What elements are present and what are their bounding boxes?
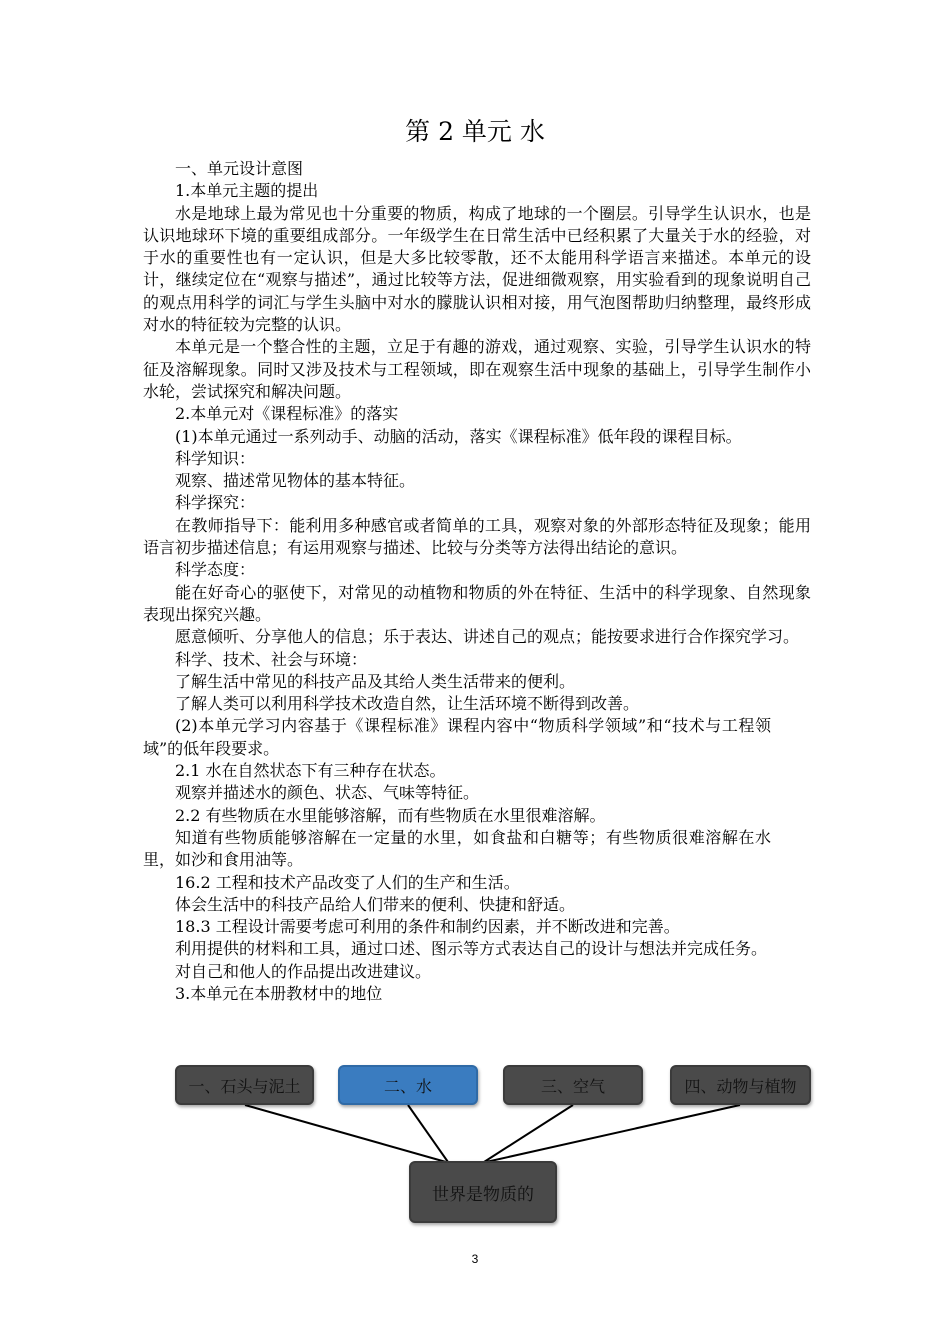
unit-box-4: 四、动物与植物 — [670, 1065, 811, 1105]
body-paragraph: 2.1 水在自然状态下有三种存在状态。 — [175, 761, 446, 781]
page-number: 3 — [471, 1252, 479, 1266]
body-paragraph: 水是地球上最为常见也十分重要的物质，构成了地球的一个圈层。引导学生认识水，也是认识地球环下境的重要组成部分。一年级学生在日常生活中已经积累了大量关于水的经验，对于水的重要性也有一定认识，但是大多比较零散，还不太能用科学语言来描述。本单元的设计，继续定位在“观察与描述”，通过比较等方法，促进细微观察，用实验看到的现象说明自己的观点用科学的词汇与学生头脑中对水的朦胧认识相对接，用气泡图帮助归纳整理，最终形成对水的特征较为完整的认识。 — [143, 203, 811, 335]
category-label: 科学、技术、社会与环境： — [175, 649, 368, 669]
body-paragraph: 愿意倾听、分享他人的信息；乐于表达、讲述自己的观点；能按要求进行合作探究学习。 — [175, 627, 800, 647]
body-paragraph: (1)本单元通过一系列动手、动脑的活动，落实《课程标准》低年段的课程目标。 — [175, 426, 742, 446]
category-label: 科学知识： — [175, 448, 256, 468]
body-paragraph: 16.2 工程和技术产品改变了人们的生产和生活。 — [175, 872, 520, 892]
body-paragraph: (2)本单元学习内容基于《课程标准》课程内容中“物质科学领域”和“技术与工程领域”的低年段要求。 — [143, 716, 771, 758]
category-label: 科学态度： — [175, 560, 256, 580]
subsection-heading: 2.本单元对《课程标准》的落实 — [175, 404, 399, 424]
page-title: 第 2 单元 水 — [405, 117, 545, 146]
unit-box-1: 一、石头与泥土 — [175, 1065, 314, 1105]
connector-line — [408, 1105, 448, 1162]
body-paragraph: 体会生活中的科技产品给人们带来的便利、快捷和舒适。 — [175, 894, 576, 914]
body-paragraph: 在教师指导下：能利用多种感官或者简单的工具，观察对象的外部形态特征及现象；能用语言初步描述信息；有运用观察与描述、比较与分类等方法得出结论的意识。 — [143, 515, 811, 558]
body-paragraph: 观察并描述水的颜色、状态、气味等特征。 — [175, 783, 480, 803]
connector-line — [484, 1105, 573, 1162]
center-box: 世界是物质的 — [409, 1161, 557, 1223]
document-body — [143, 158, 811, 1005]
body-paragraph: 观察、描述常见物体的基本特征。 — [175, 471, 416, 491]
body-paragraph: 利用提供的材料和工具，通过口述、图示等方式表达自己的设计与想法并完成任务。 — [175, 939, 768, 959]
body-paragraph: 本单元是一个整合性的主题，立足于有趣的游戏，通过观察、实验，引导学生认识水的特征及溶解现象。同时又涉及技术与工程领域，即在观察生活中现象的基础上，引导学生制作小水轮，尝试探究和解决问题。 — [143, 337, 811, 401]
unit-box-3: 三、空气 — [503, 1065, 643, 1105]
unit-box-2: 二、水 — [338, 1065, 478, 1105]
body-paragraph: 能在好奇心的驱使下，对常见的动植物和物质的外在特征、生活中的科学现象、自然现象表现出探究兴趣。 — [143, 582, 811, 624]
connector-line — [486, 1105, 740, 1162]
body-paragraph: 了解生活中常见的科技产品及其给人类生活带来的便利。 — [175, 671, 576, 691]
section-heading: 一、单元设计意图 — [175, 159, 304, 178]
body-paragraph: 2.2 有些物质在水里能够溶解，而有些物质在水里很难溶解。 — [175, 805, 606, 825]
category-label: 科学探究： — [175, 493, 256, 513]
body-paragraph: 了解人类可以利用科学技术改造自然，让生活环境不断得到改善。 — [175, 694, 640, 714]
body-paragraph: 18.3 工程设计需要考虑可利用的条件和制约因素，并不断改进和完善。 — [175, 917, 680, 937]
subsection-heading: 1.本单元主题的提出 — [175, 181, 319, 201]
subsection-heading: 3.本单元在本册教材中的地位 — [175, 983, 383, 1003]
connector-line — [245, 1105, 446, 1162]
body-paragraph: 对自己和他人的作品提出改进建议。 — [175, 961, 432, 981]
body-paragraph: 知道有些物质能够溶解在一定量的水里，如食盐和白糖等；有些物质很难溶解在水里，如沙和食用油等。 — [143, 827, 771, 870]
